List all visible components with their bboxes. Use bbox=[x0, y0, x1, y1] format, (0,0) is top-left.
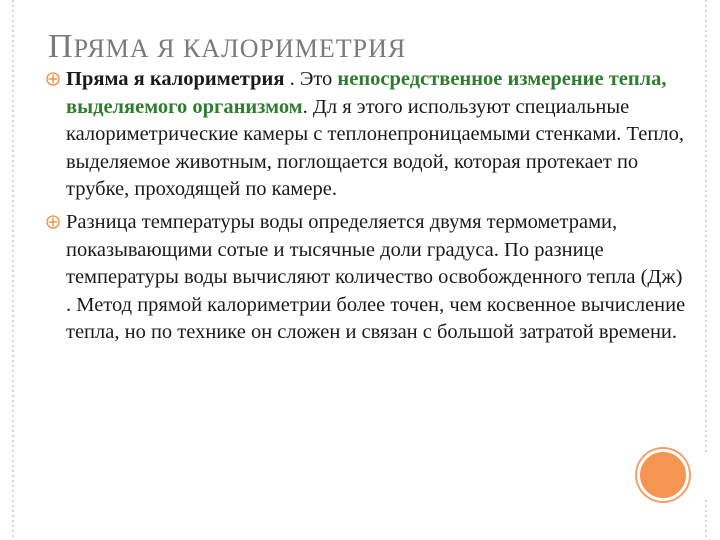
left-frame-decoration bbox=[0, 0, 24, 540]
bullet-list bbox=[46, 66, 686, 352]
bullet-icon bbox=[46, 215, 60, 229]
bullet-icon bbox=[46, 72, 60, 86]
bullet-1-text-b: . Дл я этого используют специальные калориметрические камеры с теплонепроницаемыми стенками. Тепло, выделяемое животным, поглощается водой, которая протекает по трубке, проходящей по камере. bbox=[66, 95, 684, 201]
term-direct-calorimetry: Пряма я калориметрия bbox=[66, 68, 285, 90]
definition-highlight: непосредственное измерение тепла, выделяемого организмом bbox=[66, 68, 667, 118]
orange-circle-decoration bbox=[637, 449, 689, 501]
page-title bbox=[48, 28, 406, 66]
bullet-2-text: Разница температуры воды определяется двумя термометрами, показывающими сотые и тысячные доли градуса. По разнице температуры воды вычисляют количество освобожденного тепла (Дж) . Метод прямой калориметрии более точен, чем косвенное вычисление тепла, но по технике он сложен и связан с большой затратой времени. bbox=[66, 210, 686, 344]
right-frame-decoration bbox=[696, 0, 720, 540]
bullet-1-text-a: . Это bbox=[284, 68, 338, 90]
title-first-letter: П bbox=[48, 28, 74, 65]
bullet-item-2 bbox=[46, 209, 686, 347]
bullet-item-1 bbox=[46, 66, 686, 204]
title-rest: РЯМА Я КАЛОРИМЕТРИЯ bbox=[73, 34, 407, 63]
